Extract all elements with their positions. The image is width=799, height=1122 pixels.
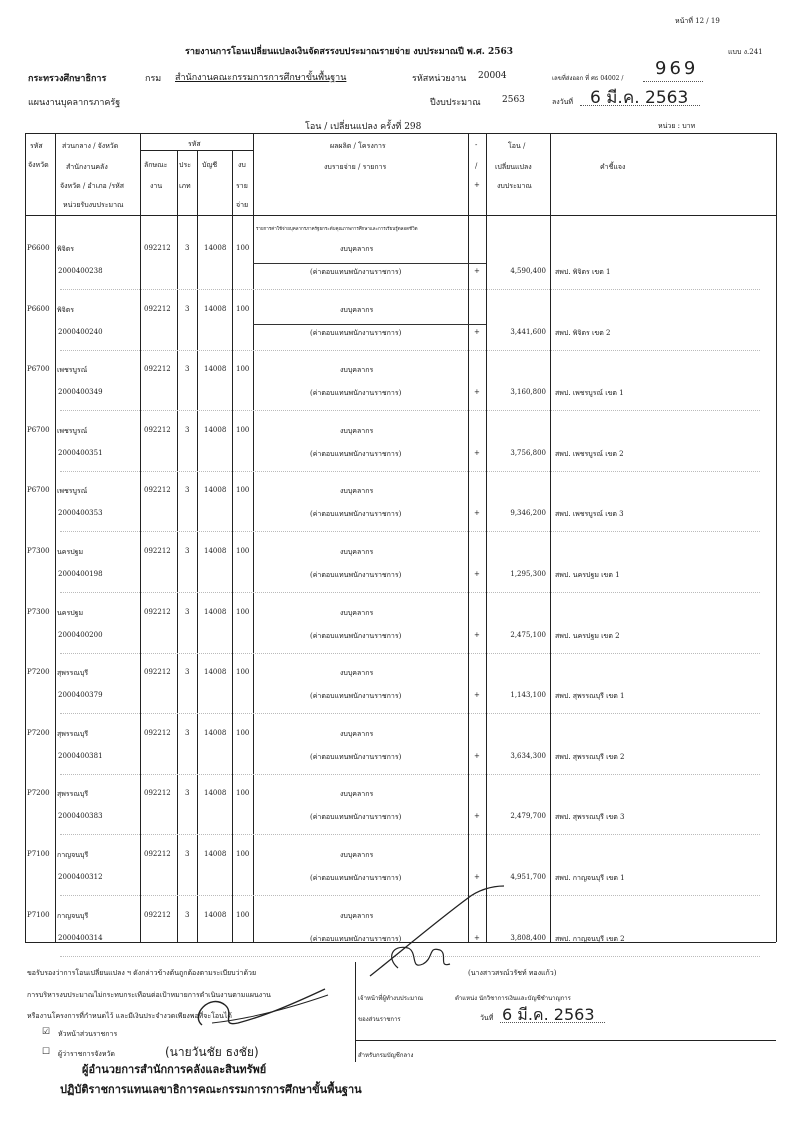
row-province-name: พิจิตร bbox=[57, 306, 75, 314]
row-code-account: 14008 bbox=[204, 729, 227, 737]
row-sign: + bbox=[474, 509, 480, 517]
form-number: แบบ ง.241 bbox=[728, 48, 763, 56]
signer-title: ผู้อำนวยการสำนักการคลังและสินทรัพย์ bbox=[82, 1063, 267, 1076]
row-code-function: 092212 bbox=[144, 547, 171, 555]
row-sign: + bbox=[474, 328, 480, 336]
row-code-function: 092212 bbox=[144, 911, 171, 919]
row-amount: 3,756,800 bbox=[510, 449, 546, 457]
row-note: สพป. พิจิตร เขต 1 bbox=[555, 268, 611, 276]
program-note: รายการค่าใช้จ่ายบุคลากรภาครัฐยกระดับคุณภาพการศึกษาและการเรียนรู้ตลอดชีวิต bbox=[256, 227, 418, 232]
row-province-code: P6700 bbox=[27, 426, 50, 434]
agency-code-label: รหัสหน่วยงาน bbox=[412, 74, 467, 84]
row-code-type: 3 bbox=[185, 729, 190, 737]
row-amount: 1,295,300 bbox=[510, 570, 546, 578]
row-code-account: 14008 bbox=[204, 365, 227, 373]
header-owner-1: ส่วนกลาง / จังหวัด bbox=[62, 142, 119, 150]
fiscal-year-label: ปีงบประมาณ bbox=[430, 98, 481, 108]
row-province-name: เพชรบูรณ์ bbox=[57, 427, 88, 435]
header-output: ผลผลิต / โครงการ bbox=[330, 142, 386, 150]
row-amount: 3,441,600 bbox=[510, 328, 546, 336]
header-code-group: รหัส bbox=[188, 140, 201, 148]
header-code-function-2: งาน bbox=[150, 182, 163, 190]
row-sign: + bbox=[474, 812, 480, 820]
row-code-type: 3 bbox=[185, 850, 190, 858]
row-amount: 3,160,800 bbox=[510, 388, 546, 396]
row-code-budget: 100 bbox=[236, 911, 250, 919]
row-province-code: P7100 bbox=[27, 850, 50, 858]
row-unit-code: 2000400314 bbox=[58, 934, 103, 942]
row-code-type: 3 bbox=[185, 608, 190, 616]
label-governor: ผู้ว่าราชการจังหวัด bbox=[58, 1050, 115, 1058]
row-code-type: 3 bbox=[185, 244, 190, 252]
director-signature bbox=[150, 985, 335, 1035]
department-value: สำนักงานคณะกรรมการการศึกษาขั้นพื้นฐาน bbox=[175, 73, 347, 83]
row-sign: + bbox=[474, 934, 480, 942]
row-budget-type: งบบุคลากร bbox=[340, 851, 374, 859]
row-code-function: 092212 bbox=[144, 668, 171, 676]
officer-role-label: เจ้าหน้าที่ผู้ทำงบประมาณ bbox=[358, 995, 424, 1002]
row-sign: + bbox=[474, 691, 480, 699]
transfer-number: โอน / เปลี่ยนแปลง ครั้งที่ 298 bbox=[305, 122, 422, 132]
officer-date-value: 6 มี.ค. 2563 bbox=[502, 1005, 595, 1024]
row-amount: 2,479,700 bbox=[510, 812, 546, 820]
row-budget-type: งบบุคลากร bbox=[340, 306, 374, 314]
row-code-budget: 100 bbox=[236, 365, 250, 373]
row-code-budget: 100 bbox=[236, 547, 250, 555]
row-unit-code: 2000400238 bbox=[58, 267, 103, 275]
checkbox-head-of-agency[interactable]: ☑ bbox=[42, 1027, 51, 1037]
row-province-code: P6700 bbox=[27, 365, 50, 373]
header-owner-3: จังหวัด / อำเภอ /รหัส bbox=[60, 182, 124, 190]
signer-name: (นายวันชัย ธงชัย) bbox=[165, 1045, 259, 1059]
header-output-sub: งบรายจ่าย / รายการ bbox=[324, 163, 387, 171]
header-code-budget-1: งบ bbox=[238, 161, 246, 169]
row-budget-item: (ค่าตอบแทนพนักงานราชการ) bbox=[310, 813, 402, 821]
row-code-account: 14008 bbox=[204, 850, 227, 858]
row-code-account: 14008 bbox=[204, 668, 227, 676]
header-owner-2: สำนักงานคลัง bbox=[66, 163, 108, 171]
row-note: สพป. สุพรรณบุรี เขต 2 bbox=[555, 753, 625, 761]
row-province-code: P7100 bbox=[27, 911, 50, 919]
row-code-account: 14008 bbox=[204, 789, 227, 797]
row-code-budget: 100 bbox=[236, 244, 250, 252]
row-budget-item: (ค่าตอบแทนพนักงานราชการ) bbox=[310, 935, 402, 943]
row-code-function: 092212 bbox=[144, 426, 171, 434]
row-budget-item: (ค่าตอบแทนพนักงานราชการ) bbox=[310, 450, 402, 458]
row-code-account: 14008 bbox=[204, 426, 227, 434]
row-sign: + bbox=[474, 631, 480, 639]
row-note: สพป. พิจิตร เขต 2 bbox=[555, 329, 611, 337]
row-budget-type: งบบุคลากร bbox=[340, 548, 374, 556]
row-code-type: 3 bbox=[185, 547, 190, 555]
certification-line-2: การบริหารงบประมาณไม่กระทบกระเทือนต่อเป้าหมายการดำเนินงานตามแผนงาน bbox=[27, 991, 271, 999]
row-province-name: นครปฐม bbox=[57, 548, 84, 556]
row-budget-item: (ค่าตอบแทนพนักงานราชการ) bbox=[310, 874, 402, 882]
fiscal-year-value: 2563 bbox=[502, 95, 525, 105]
row-code-type: 3 bbox=[185, 789, 190, 797]
row-budget-type: งบบุคลากร bbox=[340, 245, 374, 253]
page-number: หน้าที่ 12 / 19 bbox=[675, 17, 720, 25]
row-province-name: สุพรรณบุรี bbox=[57, 669, 89, 677]
row-budget-type: งบบุคลากร bbox=[340, 730, 374, 738]
header-amount-1: โอน / bbox=[508, 142, 526, 150]
row-note: สพป. นครปฐม เขต 2 bbox=[555, 632, 620, 640]
row-budget-item: (ค่าตอบแทนพนักงานราชการ) bbox=[310, 329, 402, 337]
row-amount: 3,634,300 bbox=[510, 752, 546, 760]
row-budget-item: (ค่าตอบแทนพนักงานราชการ) bbox=[310, 692, 402, 700]
officer-date-label: วันที่ bbox=[480, 1014, 494, 1022]
row-budget-type: งบบุคลากร bbox=[340, 609, 374, 617]
row-budget-type: งบบุคลากร bbox=[340, 427, 374, 435]
row-unit-code: 2000400381 bbox=[58, 752, 103, 760]
row-budget-type: งบบุคลากร bbox=[340, 912, 374, 920]
row-unit-code: 2000400312 bbox=[58, 873, 103, 881]
row-province-name: นครปฐม bbox=[57, 609, 84, 617]
header-province-code-1: รหัส bbox=[30, 142, 43, 150]
row-code-budget: 100 bbox=[236, 426, 250, 434]
officer-signature bbox=[368, 884, 508, 979]
row-code-budget: 100 bbox=[236, 305, 250, 313]
row-unit-code: 2000400383 bbox=[58, 812, 103, 820]
row-note: สพป. นครปฐม เขต 1 bbox=[555, 571, 620, 579]
certification-line-1: ขอรับรองว่าการโอนเปลี่ยนแปลง ฯ ดังกล่าวข้างต้นถูกต้องตามระเบียบว่าด้วย bbox=[27, 969, 257, 977]
row-province-name: เพชรบูรณ์ bbox=[57, 366, 88, 374]
row-budget-type: งบบุคลากร bbox=[340, 790, 374, 798]
header-note: คำชี้แจง bbox=[600, 163, 626, 171]
row-province-code: P6700 bbox=[27, 486, 50, 494]
row-province-code: P6600 bbox=[27, 244, 50, 252]
row-code-function: 092212 bbox=[144, 305, 171, 313]
row-budget-item: (ค่าตอบแทนพนักงานราชการ) bbox=[310, 632, 402, 640]
header-amount-2: เปลี่ยนแปลง bbox=[495, 163, 532, 171]
row-sign: + bbox=[474, 873, 480, 881]
row-code-budget: 100 bbox=[236, 789, 250, 797]
row-code-budget: 100 bbox=[236, 850, 250, 858]
audit-label: สำหรับกรมบัญชีกลาง bbox=[358, 1052, 414, 1059]
row-note: สพป. เพชรบูรณ์ เขต 3 bbox=[555, 510, 624, 518]
row-sign: + bbox=[474, 752, 480, 760]
row-unit-code: 2000400379 bbox=[58, 691, 103, 699]
row-province-code: P7200 bbox=[27, 729, 50, 737]
row-note: สพป. กาญจนบุรี เขต 1 bbox=[555, 874, 625, 882]
row-budget-item: (ค่าตอบแทนพนักงานราชการ) bbox=[310, 510, 402, 518]
row-sign: + bbox=[474, 449, 480, 457]
report-title: รายงานการโอนเปลี่ยนแปลงเงินจัดสรรงบประมาณรายจ่าย งบประมาณปี พ.ศ. 2563 bbox=[185, 47, 514, 57]
row-unit-code: 2000400200 bbox=[58, 631, 103, 639]
header-sign-1: - bbox=[475, 141, 478, 149]
row-amount: 4,590,400 bbox=[510, 267, 546, 275]
row-province-code: P7200 bbox=[27, 789, 50, 797]
header-code-type-2: เภท bbox=[179, 182, 191, 190]
row-province-code: P7300 bbox=[27, 608, 50, 616]
department-label: กรม bbox=[145, 74, 162, 84]
row-amount: 2,475,100 bbox=[510, 631, 546, 639]
document-number-value: 969 bbox=[655, 58, 699, 79]
row-sign: + bbox=[474, 388, 480, 396]
row-note: สพป. เพชรบูรณ์ เขต 2 bbox=[555, 450, 624, 458]
row-code-function: 092212 bbox=[144, 789, 171, 797]
row-code-function: 092212 bbox=[144, 850, 171, 858]
row-code-type: 3 bbox=[185, 365, 190, 373]
row-code-budget: 100 bbox=[236, 608, 250, 616]
header-owner-4: หน่วยรับงบประมาณ bbox=[63, 201, 124, 209]
plan-label: แผนงานบุคลากรภาครัฐ bbox=[28, 98, 121, 108]
unit-label: หน่วย : บาท bbox=[658, 122, 696, 130]
signer-acting: ปฏิบัติราชการแทนเลขาธิการคณะกรรมการการศึกษาขั้นพื้นฐาน bbox=[60, 1083, 362, 1096]
header-code-function-1: ลักษณะ bbox=[144, 161, 168, 169]
date-label: ลงวันที่ bbox=[552, 98, 574, 106]
officer-name: (นางสาวสรณ์วรัชท์ ทองแก้ว) bbox=[468, 969, 557, 977]
row-province-name: สุพรรณบุรี bbox=[57, 730, 89, 738]
row-unit-code: 2000400198 bbox=[58, 570, 103, 578]
row-budget-item: (ค่าตอบแทนพนักงานราชการ) bbox=[310, 753, 402, 761]
row-note: สพป. สุพรรณบุรี เขต 3 bbox=[555, 813, 625, 821]
row-code-budget: 100 bbox=[236, 668, 250, 676]
row-note: สพป. สุพรรณบุรี เขต 1 bbox=[555, 692, 625, 700]
row-amount: 9,346,200 bbox=[510, 509, 546, 517]
row-budget-type: งบบุคลากร bbox=[340, 366, 374, 374]
row-province-name: กาญจนบุรี bbox=[57, 912, 89, 920]
row-note: สพป. เพชรบูรณ์ เขต 1 bbox=[555, 389, 624, 397]
row-code-function: 092212 bbox=[144, 244, 171, 252]
row-province-code: P6600 bbox=[27, 305, 50, 313]
certification-line-3: หรืองานโครงการที่กำหนดไว้ และมีเงินประจำงวดเพียงพอที่จะโอนได้ bbox=[27, 1012, 232, 1020]
row-code-account: 14008 bbox=[204, 486, 227, 494]
row-code-type: 3 bbox=[185, 426, 190, 434]
row-code-account: 14008 bbox=[204, 608, 227, 616]
row-budget-item: (ค่าตอบแทนพนักงานราชการ) bbox=[310, 571, 402, 579]
row-unit-code: 2000400351 bbox=[58, 449, 103, 457]
row-note: สพป. กาญจนบุรี เขต 2 bbox=[555, 935, 625, 943]
row-code-function: 092212 bbox=[144, 486, 171, 494]
header-sign-3: + bbox=[474, 181, 480, 189]
date-value: 6 มี.ค. 2563 bbox=[590, 88, 689, 108]
row-code-account: 14008 bbox=[204, 305, 227, 313]
row-code-function: 092212 bbox=[144, 729, 171, 737]
row-amount: 4,951,700 bbox=[510, 873, 546, 881]
row-budget-item: (ค่าตอบแทนพนักงานราชการ) bbox=[310, 268, 402, 276]
row-code-account: 14008 bbox=[204, 244, 227, 252]
row-province-code: P7200 bbox=[27, 668, 50, 676]
row-amount: 3,808,400 bbox=[510, 934, 546, 942]
row-province-name: เพชรบูรณ์ bbox=[57, 487, 88, 495]
agency-code-value: 20004 bbox=[478, 71, 507, 81]
ministry-label: กระทรวงศึกษาธิการ bbox=[28, 74, 107, 84]
row-province-code: P7300 bbox=[27, 547, 50, 555]
checkbox-governor[interactable]: ☐ bbox=[42, 1047, 51, 1057]
row-code-type: 3 bbox=[185, 305, 190, 313]
row-code-budget: 100 bbox=[236, 486, 250, 494]
row-code-type: 3 bbox=[185, 486, 190, 494]
row-unit-code: 2000400353 bbox=[58, 509, 103, 517]
row-unit-code: 2000400349 bbox=[58, 388, 103, 396]
officer-unit: ของส่วนราชการ bbox=[358, 1016, 401, 1023]
row-sign: + bbox=[474, 267, 480, 275]
row-budget-type: งบบุคลากร bbox=[340, 487, 374, 495]
header-code-type-1: ประ bbox=[179, 161, 191, 169]
row-province-name: สุพรรณบุรี bbox=[57, 790, 89, 798]
row-unit-code: 2000400240 bbox=[58, 328, 103, 336]
row-code-account: 14008 bbox=[204, 911, 227, 919]
row-code-budget: 100 bbox=[236, 729, 250, 737]
row-province-name: พิจิตร bbox=[57, 245, 75, 253]
header-code-account: บัญชี bbox=[202, 161, 218, 169]
row-code-type: 3 bbox=[185, 668, 190, 676]
header-amount-3: งบประมาณ bbox=[497, 182, 532, 190]
row-amount: 1,143,100 bbox=[510, 691, 546, 699]
row-code-function: 092212 bbox=[144, 608, 171, 616]
label-head-of-agency: หัวหน้าส่วนราชการ bbox=[58, 1030, 118, 1038]
document-number-label: เลขที่ส่งออก ที่ ศธ 04002 / bbox=[552, 75, 624, 82]
officer-position: ตำแหน่ง นักวิชาการเงินและบัญชีชำนาญการ bbox=[455, 995, 571, 1002]
row-code-function: 092212 bbox=[144, 365, 171, 373]
header-sign-2: / bbox=[475, 162, 478, 170]
header-code-budget-2: ราย bbox=[236, 182, 248, 190]
row-budget-type: งบบุคลากร bbox=[340, 669, 374, 677]
row-code-type: 3 bbox=[185, 911, 190, 919]
row-code-account: 14008 bbox=[204, 547, 227, 555]
header-code-budget-3: จ่าย bbox=[236, 201, 249, 209]
row-province-name: กาญจนบุรี bbox=[57, 851, 89, 859]
header-province-code-2: จังหวัด bbox=[28, 161, 49, 169]
row-sign: + bbox=[474, 570, 480, 578]
row-budget-item: (ค่าตอบแทนพนักงานราชการ) bbox=[310, 389, 402, 397]
